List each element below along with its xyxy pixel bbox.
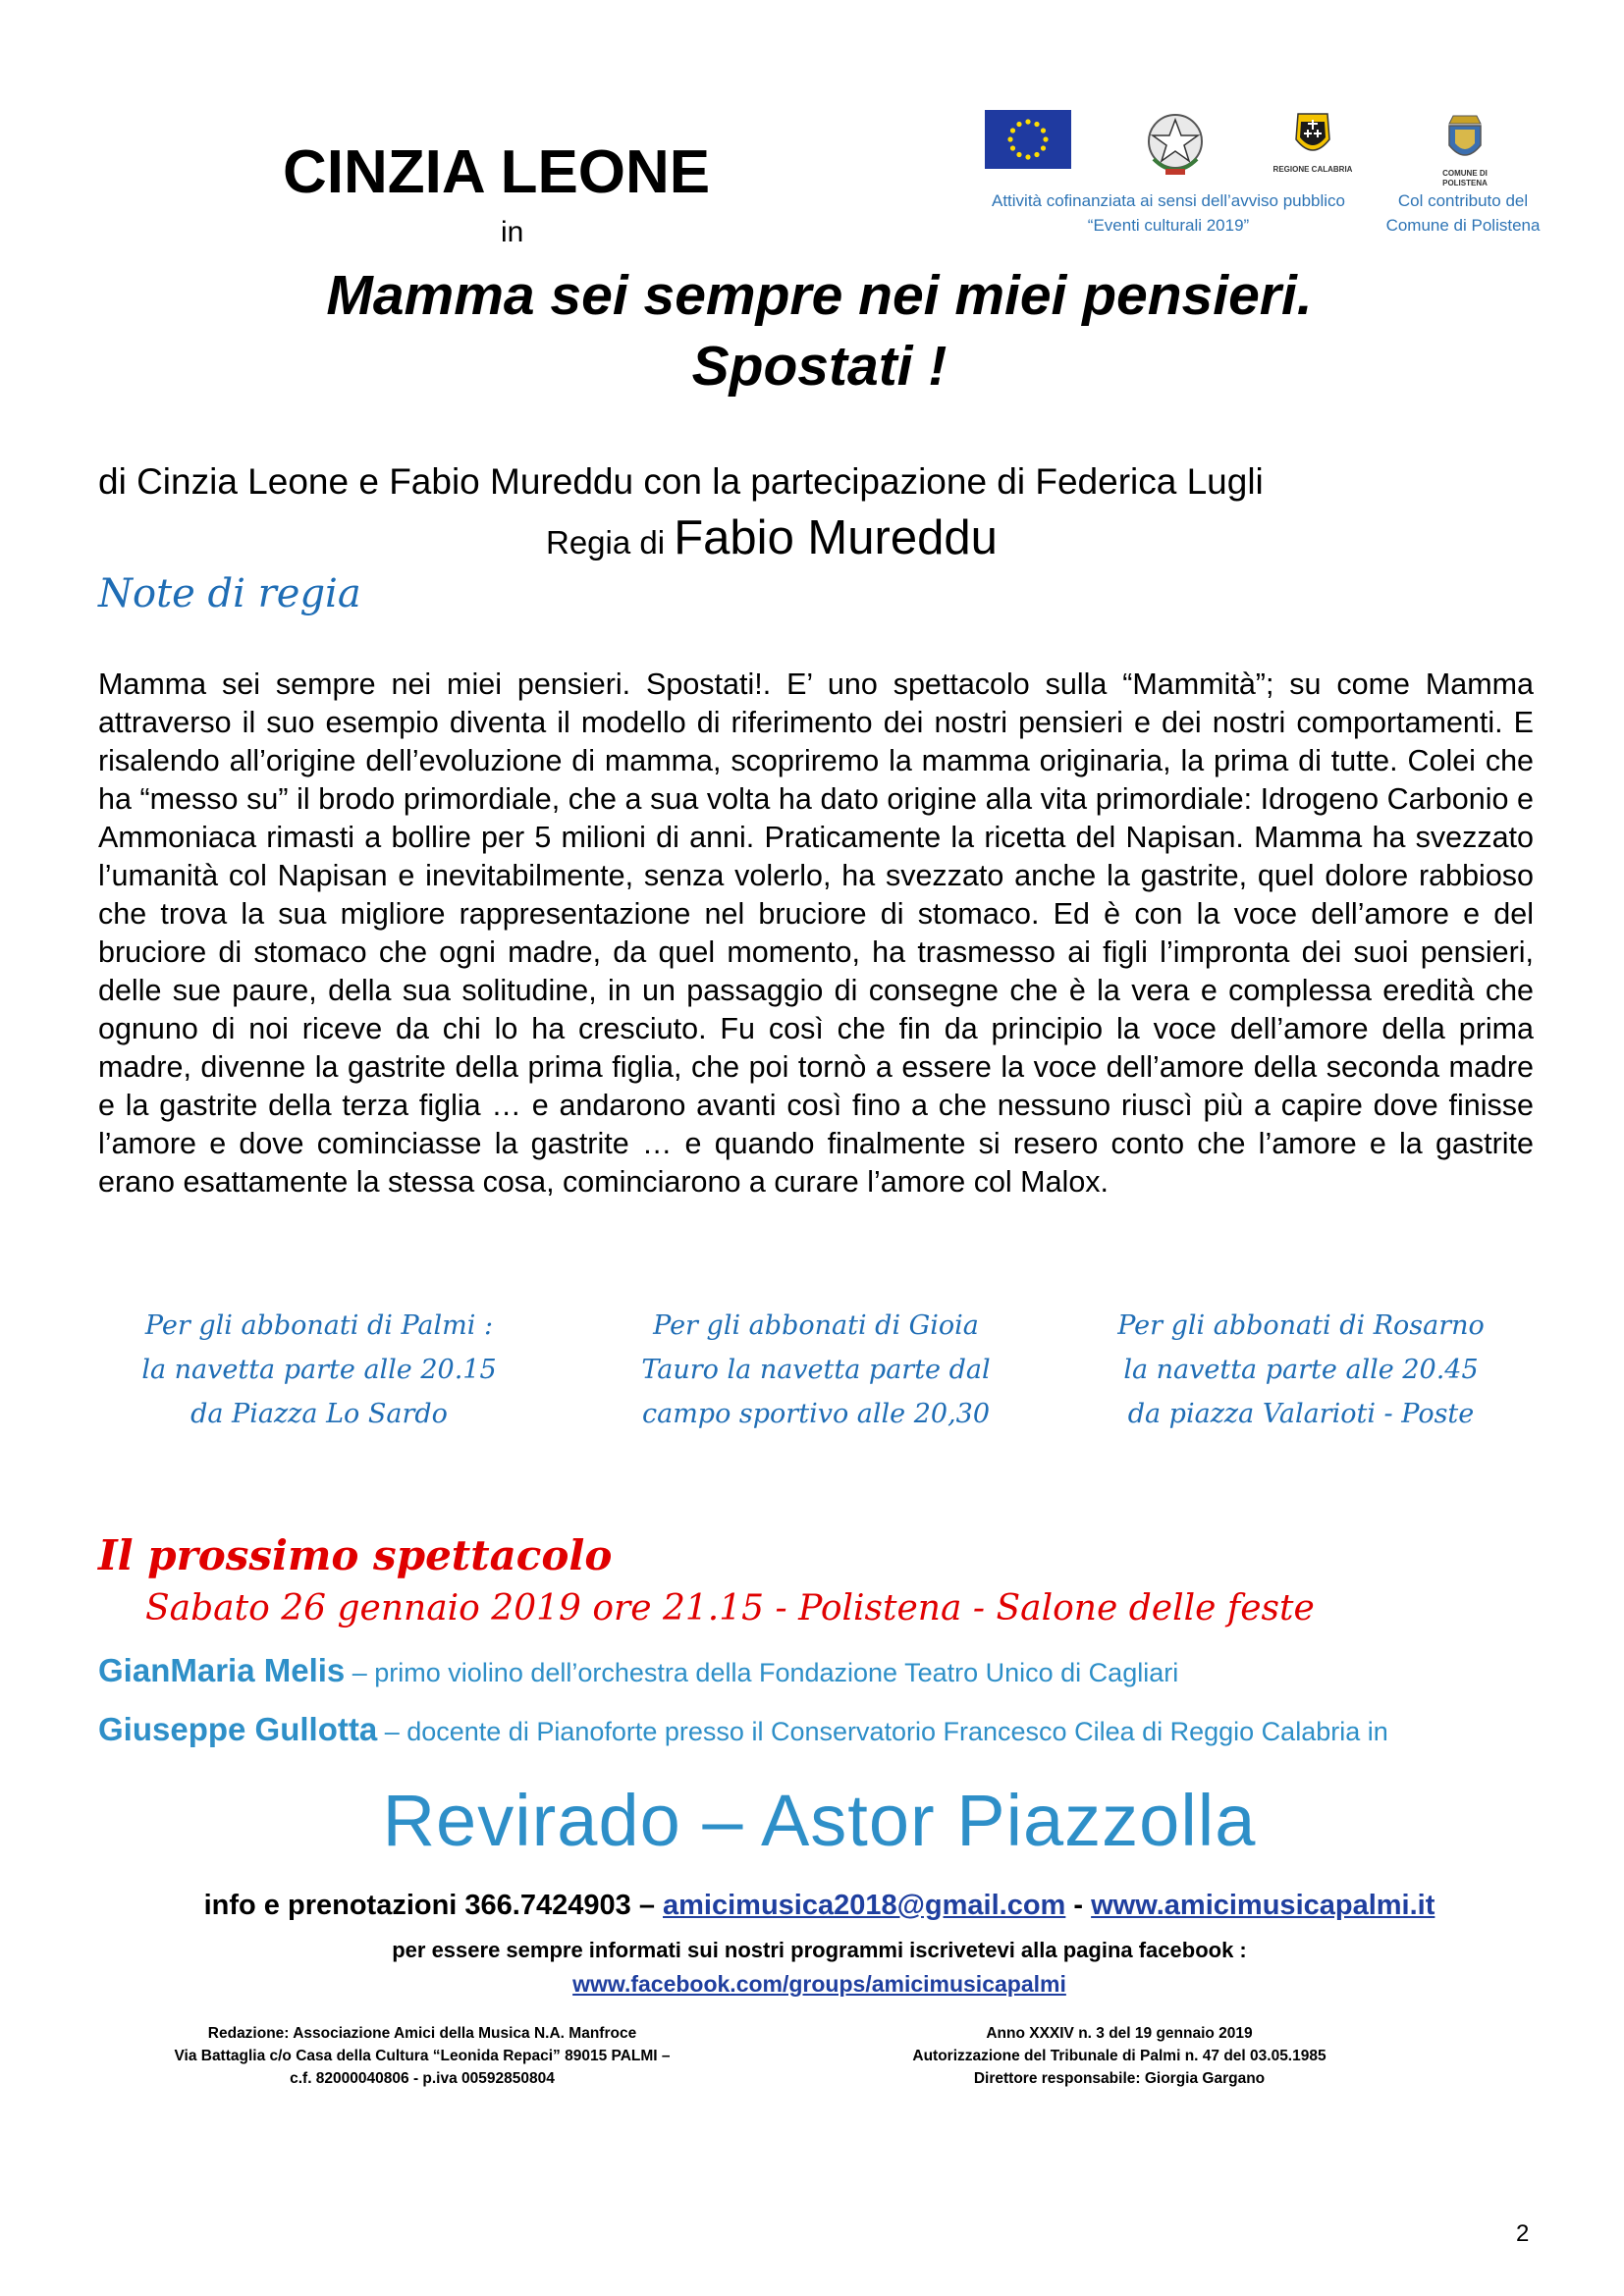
calabria-label: REGIONE CALABRIA: [1272, 165, 1353, 174]
performer-1-name: GianMaria Melis: [98, 1652, 346, 1688]
shuttle-gioia-tauro: [585, 1304, 1047, 1436]
eu-flag-icon: [985, 110, 1071, 169]
colophon-right-line1: Anno XXXIV n. 3 del 19 gennaio 2019: [986, 2025, 1253, 2042]
notes-body: Mamma sei sempre nei miei pensieri. Spostati!. E’ uno spettacolo sulla “Mammità”; su come Mamma attraverso il suo esempio diventa il modello di riferimento dei nostri pensieri e dei nostri comportamenti. E risalendo all’origine dell’evoluzione di mamma, scopriremo la mamma originaria, la prima di tutte. Colei che ha “messo su” il brodo primordiale, che a sua volta ha dato origine alla vita primordiale: Idrogeno Carbonio e Ammoniaca rimasti a bollire per 5 milioni di anni. Praticamente la ricetta del Napisan. Mamma ha svezzato l’umanità col Napisan e inevitabilmente, senza volerlo, ha svezzato anche la gastrite, quel dolore rabbioso che trova la sua migliore rappresentazione nel bruciore di stomaco. Ed è con la voce dell’amore e del bruciore di stomaco che ogni madre, da quel momento, ha trasmesso ai figli l’impronta dei suoi pensieri, delle sue paure, della sua solitudine, in un passaggio di consegne che è la vera e complessa eredità che ognuno di noi riceve da chi lo ha cresciuto. Fu così che fin da principio la voce dell’amore della prima madre, divenne la gastrite della prima figlia, che poi tornò a essere la voce dell’amore della seconda madre e la gastrite della terza figlia … e andarono avanti così fino a che nessuno riuscì più a capire dove finisse l’amore e dove cominciasse la gastrite … e quando finalmente si resero conto che l’amore e la gastrite erano esattamente la stessa cosa, cominciarono a curare l’amore col Malox.: [98, 667, 1534, 1199]
notes-heading: Note di regia: [98, 571, 361, 616]
polistena-label-line1: COMUNE DI: [1442, 169, 1488, 178]
performer-2-role: – docente di Pianoforte presso il Conservatorio Francesco Cilea di Reggio Calabria in: [377, 1717, 1388, 1746]
shuttle-palmi-line3: da Piazza Lo Sardo: [190, 1399, 448, 1429]
sponsor-caption-left-line1: Attività cofinanziata ai sensi dell’avviso pubblico: [991, 191, 1346, 210]
colophon-right-line2: Autorizzazione del Tribunale di Palmi n. 47 del 03.05.1985: [912, 2048, 1326, 2064]
italian-republic-emblem-icon: [1144, 110, 1207, 181]
director-prefix: Regia di: [546, 524, 666, 561]
sponsor-caption-left-line2: “Eventi culturali 2019”: [1087, 216, 1250, 235]
shuttle-rosarno: [1070, 1304, 1532, 1436]
info-separator: -: [1065, 1890, 1092, 1921]
performer-2: [98, 1711, 1388, 1748]
polistena-label-line2: POLISTENA: [1442, 179, 1488, 187]
in-label: in: [501, 216, 524, 248]
colophon-left-line3: c.f. 82000040806 - p.iva 00592850804: [290, 2070, 555, 2087]
sponsor-caption-right: [1370, 188, 1556, 238]
colophon-left-line1: Redazione: Associazione Amici della Musica N.A. Manfroce: [207, 2025, 637, 2042]
shuttle-palmi-line2: la navetta parte alle 20.15: [141, 1355, 497, 1385]
polistena-label: [1420, 169, 1510, 188]
next-show-program: Revirado – Astor Piazzolla: [382, 1780, 1257, 1861]
colophon-left-line2: Via Battaglia c/o Casa della Cultura “Leonida Repaci” 89015 PALMI –: [174, 2048, 671, 2064]
shuttle-gioia-line1: Per gli abbonati di Gioia: [653, 1310, 979, 1341]
sponsor-caption-left: [967, 188, 1370, 238]
shuttle-palmi-line1: Per gli abbonati di Palmi :: [144, 1310, 494, 1341]
polistena-crest-icon: [1435, 110, 1494, 169]
info-prefix: info e prenotazioni 366.7424903 –: [203, 1890, 664, 1921]
info-line: [0, 1890, 1624, 1922]
page-number: 2: [1516, 2220, 1530, 2247]
facebook-text: per essere sempre informati sui nostri programmi iscrivetevi alla pagina facebook :: [392, 1938, 1247, 1962]
shuttle-rosarno-line1: Per gli abbonati di Rosarno: [1117, 1310, 1485, 1341]
colophon-right: [864, 2022, 1375, 2090]
director-line: [546, 510, 998, 565]
performer-2-name: Giuseppe Gullotta: [98, 1711, 378, 1747]
shuttle-rosarno-line2: la navetta parte alle 20.45: [1123, 1355, 1479, 1385]
director-name: Fabio Mureddu: [674, 511, 998, 564]
performer-1-role: – primo violino dell’orchestra della Fondazione Teatro Unico di Cagliari: [345, 1658, 1179, 1687]
regione-calabria-logo-icon: [1278, 110, 1347, 169]
website-link[interactable]: www.amicimusicapalmi.it: [1091, 1890, 1435, 1921]
artist-name: CINZIA LEONE: [283, 138, 711, 206]
show-title-line1: Mamma sei sempre nei miei pensieri.: [326, 264, 1313, 327]
email-link[interactable]: amicimusica2018@gmail.com: [663, 1890, 1066, 1921]
show-title-line2: Spostati !: [691, 335, 947, 398]
credits-line: di Cinzia Leone e Fabio Mureddu con la partecipazione di Federica Lugli: [98, 461, 1264, 502]
facebook-link[interactable]: www.facebook.com/groups/amicimusicapalmi: [572, 1971, 1066, 1997]
performer-1: [98, 1652, 1178, 1689]
next-show-date: Sabato 26 gennaio 2019 ore 21.15 - Polistena - Salone delle feste: [145, 1588, 1315, 1629]
shuttle-gioia-line3: campo sportivo alle 20,30: [641, 1399, 991, 1429]
sponsor-caption-right-line2: Comune di Polistena: [1385, 216, 1541, 235]
sponsor-caption-right-line1: Col contributo del: [1397, 191, 1529, 210]
colophon-right-line3: Direttore responsabile: Giorgia Gargano: [973, 2070, 1266, 2087]
next-show-heading: Il prossimo spettacolo: [98, 1531, 613, 1579]
colophon-left: [147, 2022, 697, 2090]
shuttle-gioia-line2: Tauro la navetta parte dal: [641, 1355, 991, 1385]
shuttle-palmi: [88, 1304, 550, 1436]
facebook-link-line: [0, 1971, 1624, 1998]
shuttle-rosarno-line3: da piazza Valarioti - Poste: [1127, 1399, 1475, 1429]
